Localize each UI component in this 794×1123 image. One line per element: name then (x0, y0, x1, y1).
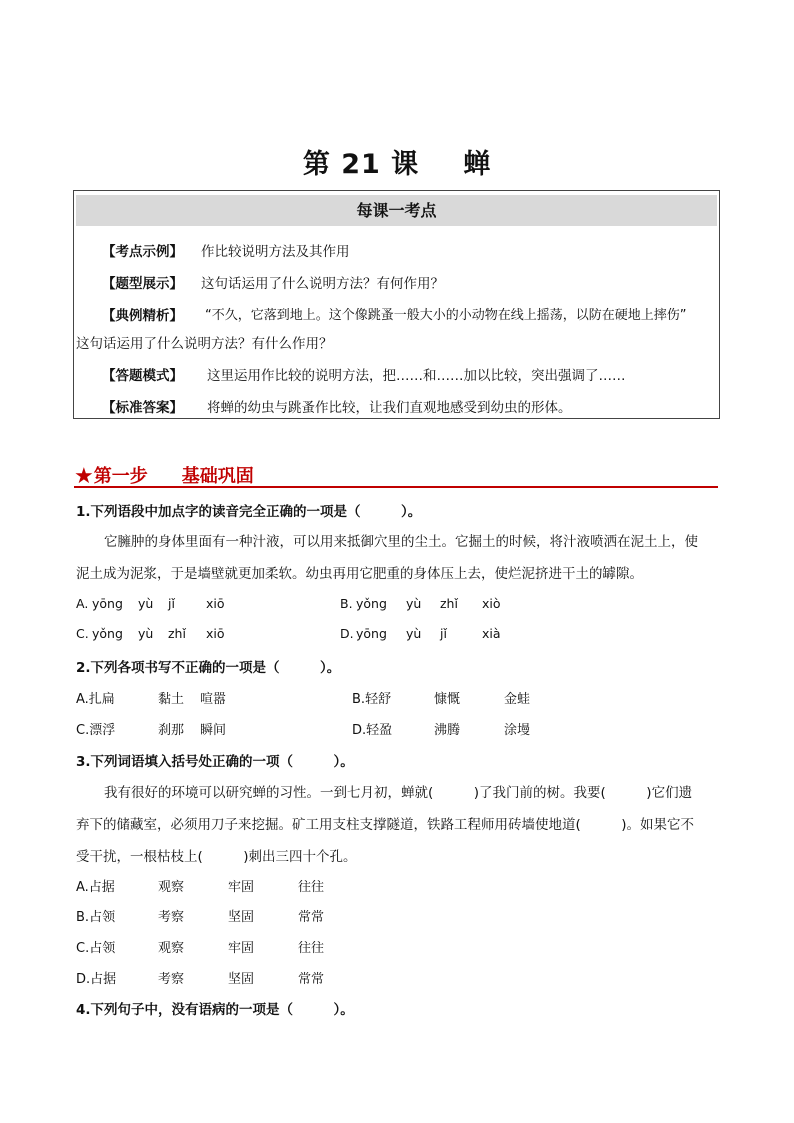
question-3-option-b[interactable] (76, 906, 324, 925)
question-3-passage: 弃下的储藏室，必须用刀子来挖掘。矿工用支柱支撑隧道，铁路工程师用砖墙使地道( )。如果它不 (76, 817, 695, 833)
option-item: 牢固 (228, 941, 255, 956)
option-letter: C. (76, 941, 90, 956)
option-letter-item (352, 719, 434, 738)
option-item: yù (406, 596, 422, 611)
option-item: yǒng (92, 626, 123, 641)
row-label: 【标准答案】 (102, 400, 183, 416)
question-3-passage: 受干扰，一根枯枝上( )刺出三四十个孔。 (76, 849, 357, 865)
row-label: 【考点示例】 (102, 244, 183, 260)
row-text: “不久，它落到地上。这个像跳蚤一般大小的小动物在线上摇荡，以防在硬地上摔伤” (205, 308, 687, 323)
option-item: 观察 (158, 880, 185, 895)
question-3-option-d[interactable] (76, 968, 324, 987)
option-item: 沸腾 (434, 723, 461, 738)
key-point-box (73, 190, 720, 419)
option-item: 瞬间 (200, 723, 227, 738)
option-item: zhǐ (168, 626, 186, 641)
option-item: 占据 (90, 972, 117, 987)
option-item: 刹那 (158, 723, 185, 738)
star-icon: ★ (74, 464, 94, 489)
option-letter: D. (340, 626, 354, 641)
option-item: 坚固 (228, 910, 255, 925)
option-letter: D. (76, 972, 91, 987)
question-1-option-c[interactable] (76, 626, 225, 641)
option-letter-item (76, 937, 158, 956)
question-2-stem: 2.下列各项书写不正确的一项是（ ）。 (76, 660, 341, 676)
lesson-name: 蝉 (463, 149, 492, 180)
option-item: 牢固 (228, 880, 255, 895)
option-item: 占领 (89, 941, 116, 956)
option-item: 漂浮 (89, 723, 116, 738)
option-letter-item (76, 968, 158, 987)
option-letter: C. (76, 723, 90, 738)
option-item: 金蛙 (504, 692, 531, 707)
option-item: 轻盈 (366, 723, 393, 738)
option-letter-item (352, 688, 434, 707)
box-heading: 每课一考点 (76, 195, 717, 226)
option-item: xià (482, 626, 501, 641)
row-label: 【答题模式】 (102, 368, 183, 384)
option-letter-item (76, 876, 158, 895)
option-item: 往往 (298, 941, 325, 956)
row-label: 【典例精析】 (102, 308, 183, 324)
question-1-stem: 1.下列语段中加点字的读音完全正确的一项是（ ）。 (76, 504, 422, 520)
section-heading (74, 462, 718, 488)
option-item: 常常 (298, 910, 325, 925)
option-item: yù (138, 626, 154, 641)
option-item: 黏土 (158, 692, 185, 707)
question-1-passage: 它臃肿的身体里面有一种汁液，可以用来抵御穴里的尘土。它掘土的时候，将汁液喷洒在泥土上，使 (104, 534, 698, 550)
question-3-option-c[interactable] (76, 937, 324, 956)
question-2-option-c[interactable] (76, 719, 226, 738)
option-item: 坚固 (228, 972, 255, 987)
row-text: 这句话运用了什么说明方法？有何作用？ (201, 276, 444, 292)
option-item: 涂墁 (504, 723, 531, 738)
option-letter: B. (340, 596, 353, 611)
option-item: yù (138, 596, 154, 611)
question-1-passage: 泥土成为泥浆，于是墙壁就更加柔软。幼虫再用它肥重的身体压上去，使烂泥挤进干土的罅隙。 (76, 566, 643, 582)
option-letter: C. (76, 626, 89, 641)
option-item: 观察 (158, 941, 185, 956)
question-3-stem: 3.下列词语填入括号处正确的一项（ ）。 (76, 754, 354, 770)
option-letter: B. (352, 692, 366, 707)
question-3-option-a[interactable] (76, 876, 324, 895)
question-3-passage: 我有很好的环境可以研究蝉的习性。一到七月初，蝉就( )了我门前的树。我要( )它们遗 (104, 785, 693, 801)
option-item: yōng (92, 596, 123, 611)
option-item: yǒng (356, 596, 387, 611)
question-2-option-a[interactable] (76, 688, 226, 707)
option-letter-item (76, 719, 158, 738)
option-item: xiō (206, 596, 225, 611)
option-item: 慷慨 (434, 692, 461, 707)
option-item: 往往 (298, 880, 325, 895)
option-item: 扎扁 (88, 692, 115, 707)
option-item: zhǐ (440, 596, 458, 611)
row-text: 作比较说明方法及其作用 (201, 244, 350, 260)
page-title (0, 142, 794, 181)
option-item: 常常 (298, 972, 325, 987)
option-item: xiò (482, 596, 501, 611)
question-2-option-b[interactable] (352, 688, 530, 707)
option-letter: B. (76, 910, 90, 925)
option-item: 喧嚣 (200, 692, 227, 707)
question-1-option-a[interactable] (76, 596, 225, 611)
option-letter: A. (76, 692, 89, 707)
question-1-option-b[interactable] (340, 596, 501, 611)
row-text: 将蝉的幼虫与跳蚤作比较，让我们直观地感受到幼虫的形体。 (207, 400, 572, 416)
option-item: yōng (356, 626, 387, 641)
question-2-option-d[interactable] (352, 719, 530, 738)
option-item: 考察 (158, 910, 185, 925)
option-item: 占领 (89, 910, 116, 925)
option-item: 轻舒 (365, 692, 392, 707)
option-item: 占据 (88, 880, 115, 895)
row-text-continued: 这句话运用了什么说明方法？有什么作用？ (76, 336, 333, 352)
option-item: 考察 (158, 972, 185, 987)
section-name: 基础巩固 (181, 466, 254, 487)
option-letter: A. (76, 596, 89, 611)
option-item: jǐ (440, 626, 447, 641)
option-item: yù (406, 626, 422, 641)
option-letter-item (76, 688, 158, 707)
option-letter: D. (352, 723, 367, 738)
option-item: xiō (206, 626, 225, 641)
row-label: 【题型展示】 (102, 276, 183, 292)
question-4-stem: 4.下列句子中，没有语病的一项是（ ）。 (76, 1002, 354, 1018)
row-text: 这里运用作比较的说明方法，把……和……加以比较，突出强调了…… (207, 368, 626, 384)
option-item: jǐ (168, 596, 175, 611)
section-step: 第一步 (93, 466, 148, 487)
lesson-number: 第 21 课 (302, 149, 420, 180)
question-1-option-d[interactable] (340, 626, 501, 641)
option-letter: A. (76, 880, 89, 895)
option-letter-item (76, 906, 158, 925)
